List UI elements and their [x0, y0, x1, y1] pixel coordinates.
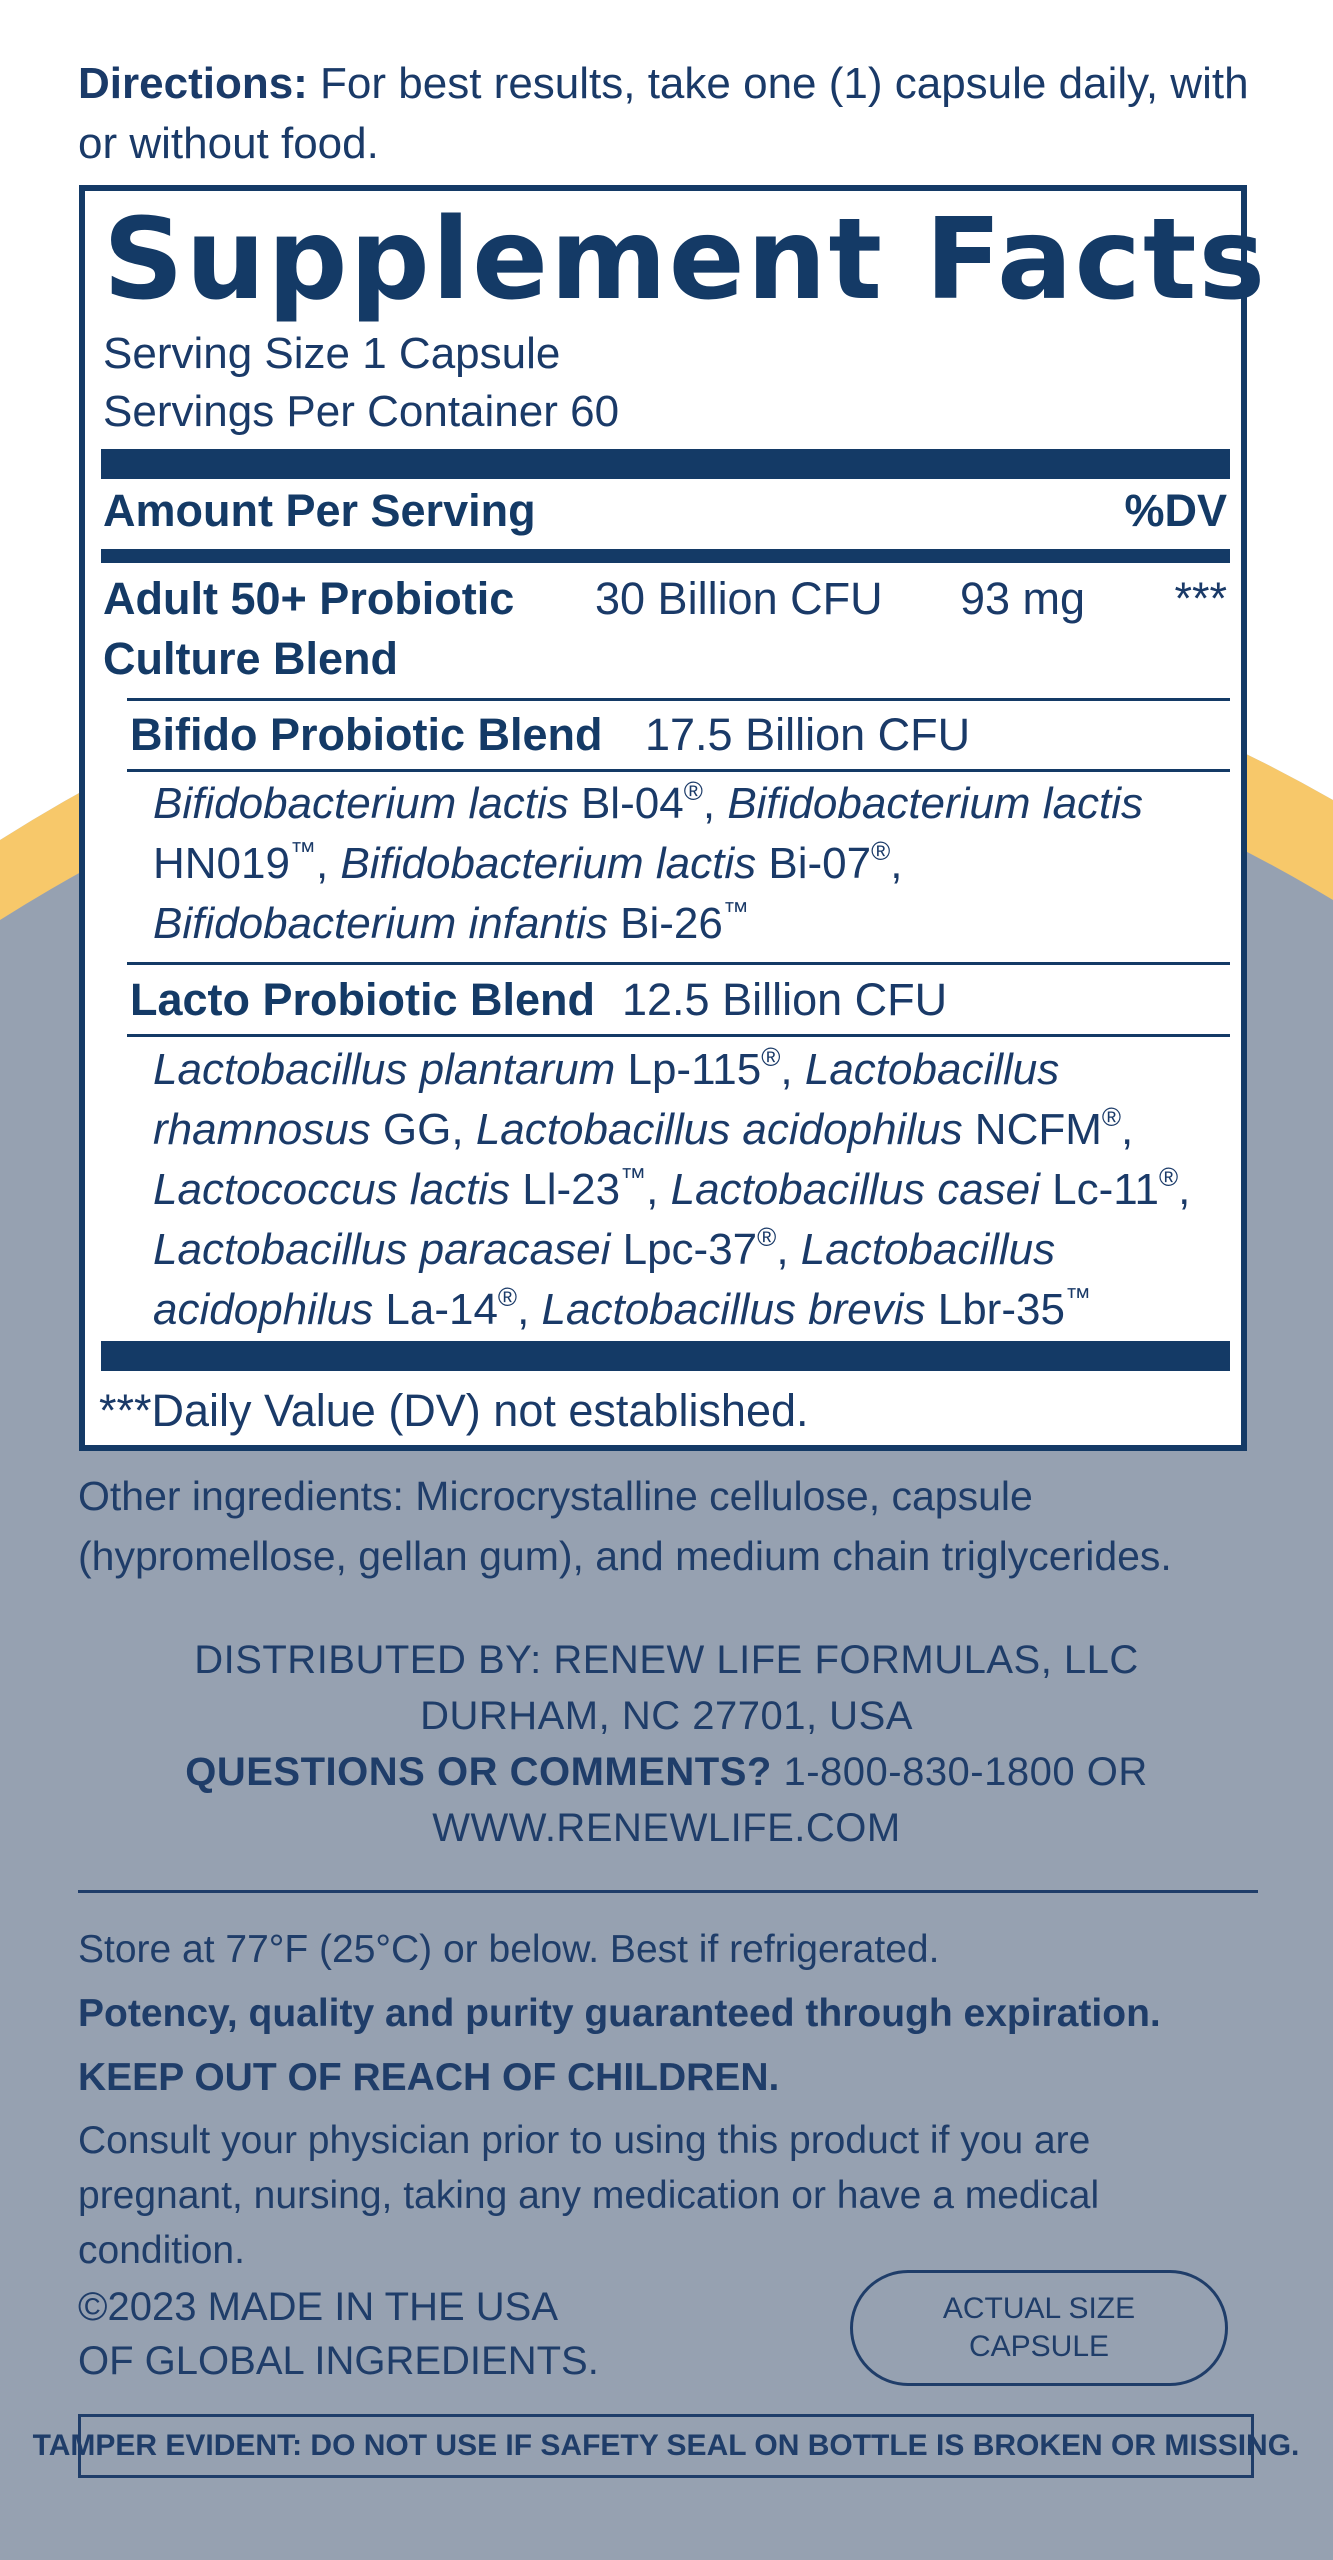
main-blend-mg: 93 mg	[960, 573, 1086, 624]
strain-code: Bi-07	[756, 839, 872, 888]
phone-number: 1-800-830-1800 OR	[771, 1750, 1148, 1794]
strain-code: NCFM	[962, 1105, 1102, 1154]
directions-label: Directions:	[78, 59, 308, 108]
strain-species: Bifidobacterium lactis	[340, 839, 757, 888]
strain-separator: ,	[890, 839, 903, 888]
strain-separator: ,	[315, 839, 341, 888]
trademark-mark: ®	[871, 836, 891, 866]
potency-text	[78, 1986, 1278, 2041]
potency-bold: Potency, quality and purity guaranteed through expiration.	[78, 1992, 1161, 2035]
supplement-facts-panel	[79, 185, 1268, 1451]
amount-per-serving-header: Amount Per Serving	[103, 485, 536, 536]
bifido-blend-cfu: 17.5 Billion CFU	[645, 709, 971, 760]
thick-divider	[101, 1341, 1230, 1371]
strain-separator: ,	[1121, 1105, 1134, 1154]
consult-text: Consult your physician prior to using this product if you are pregnant, nursing, taking any medication or have a medical condition.	[78, 2119, 1100, 2272]
strain-code: Ll-23	[510, 1165, 621, 1214]
strain-separator: ,	[646, 1165, 671, 1214]
rule	[127, 1034, 1230, 1037]
trademark-mark: ®	[497, 1282, 518, 1312]
strain-item	[153, 1222, 801, 1274]
strain-species: Lactobacillus casei	[670, 1165, 1040, 1214]
trademark-mark: ™	[1064, 1282, 1091, 1312]
strain-separator: ,	[517, 1285, 542, 1334]
strain-species: Lactobacillus rhamnosus	[153, 1045, 1060, 1154]
strain-separator: ,	[780, 1045, 805, 1094]
keep-out-text	[78, 2050, 1278, 2105]
strain-code: Bl-04	[568, 779, 684, 828]
bifido-strain-list	[153, 774, 1183, 954]
contact-line	[0, 1744, 1333, 1800]
distributor-line1: DISTRIBUTED BY: RENEW LIFE FORMULAS, LLC	[194, 1638, 1139, 1682]
strain-code: Lpc-37	[610, 1225, 758, 1274]
strain-code: Bi-26	[607, 899, 723, 948]
dv-footnote: ***Daily Value (DV) not established.	[99, 1385, 809, 1436]
strain-code: HN019	[153, 839, 290, 888]
strain-item	[153, 1042, 805, 1094]
trademark-mark: ™	[722, 896, 749, 926]
servings-per-container: Servings Per Container 60	[103, 387, 620, 436]
strain-species: Lactobacillus paracasei	[153, 1225, 611, 1274]
strain-separator: ,	[702, 779, 728, 828]
other-ingredients: Other ingredients: Microcrystalline cellulose, capsule (hypromellose, gellan gum), and medium chain triglycerides.	[78, 1473, 1172, 1579]
bifido-blend-name: Bifido Probiotic Blend	[130, 709, 603, 760]
lacto-blend-name: Lacto Probiotic Blend	[130, 974, 596, 1025]
strain-separator: ,	[1178, 1165, 1191, 1214]
serving-size: Serving Size 1 Capsule	[103, 329, 561, 378]
distributor-line2: DURHAM, NC 27701, USA	[420, 1694, 913, 1738]
strain-code: Lc-11	[1039, 1165, 1159, 1214]
strain-item	[340, 836, 903, 888]
main-blend-name-line2: Culture Blend	[103, 633, 399, 684]
strain-species: Lactobacillus acidophilus	[475, 1105, 963, 1154]
strain-species: Lactococcus lactis	[153, 1165, 511, 1214]
strain-species: Lactobacillus acidophilus	[153, 1225, 1056, 1334]
directions	[78, 54, 1258, 174]
strain-species: Bifidobacterium infantis	[153, 899, 608, 948]
strain-item	[153, 776, 728, 828]
rule	[127, 698, 1230, 701]
trademark-mark: ®	[761, 1042, 781, 1072]
medium-divider	[101, 549, 1230, 563]
strain-item	[153, 896, 749, 948]
strain-item	[541, 1282, 1091, 1334]
strain-item	[670, 1162, 1191, 1214]
strain-code: Lp-115	[615, 1045, 762, 1094]
strain-item	[153, 1162, 671, 1214]
trademark-mark: ™	[620, 1162, 647, 1192]
strain-code: Lbr-35	[925, 1285, 1065, 1334]
trademark-mark: ®	[1101, 1102, 1122, 1132]
website: WWW.RENEWLIFE.COM	[432, 1806, 901, 1850]
strain-species: Lactobacillus plantarum	[153, 1045, 616, 1094]
trademark-mark: ™	[289, 836, 316, 866]
main-blend-dv: ***	[1174, 573, 1227, 624]
dv-header: %DV	[1124, 485, 1227, 536]
strain-species: Lactobacillus brevis	[541, 1285, 926, 1334]
strain-separator: ,	[776, 1225, 801, 1274]
strain-species: Bifidobacterium lactis	[727, 779, 1144, 828]
tamper-evident-notice: TAMPER EVIDENT: DO NOT USE IF SAFETY SEAL ON BOTTLE IS BROKEN OR MISSING.	[78, 2414, 1254, 2478]
storage-text: Store at 77°F (25°C) or below. Best if refrigerated.	[78, 1928, 940, 1971]
rule	[127, 962, 1230, 965]
capsule-label-line2: CAPSULE	[968, 2330, 1110, 2363]
directions-text: For best results, take one (1) capsule daily, with or without food.	[78, 59, 1249, 168]
main-blend-name-line1: Adult 50+ Probiotic	[103, 573, 515, 624]
strain-code: GG	[370, 1105, 452, 1154]
copyright-line1: ©2023 MADE IN THE USA	[78, 2285, 558, 2329]
keep-out-bold: KEEP OUT OF REACH OF CHILDREN.	[78, 2056, 780, 2099]
thick-divider	[101, 449, 1230, 479]
trademark-mark: ®	[757, 1222, 777, 1252]
lacto-strain-list	[153, 1040, 1223, 1340]
lacto-blend-cfu: 12.5 Billion CFU	[622, 974, 948, 1025]
facts-title: Supplement Facts	[103, 195, 1268, 325]
section-divider	[78, 1890, 1258, 1893]
strain-separator: ,	[451, 1105, 476, 1154]
rule	[127, 769, 1230, 772]
copyright-line2: OF GLOBAL INGREDIENTS.	[78, 2339, 599, 2383]
questions-label: QUESTIONS OR COMMENTS?	[185, 1750, 772, 1794]
main-blend-cfu: 30 Billion CFU	[595, 573, 883, 624]
capsule-label-line1: ACTUAL SIZE	[942, 2292, 1136, 2325]
actual-size-capsule	[850, 2270, 1228, 2386]
strain-item	[475, 1102, 1134, 1154]
strain-code: La-14	[373, 1285, 498, 1334]
strain-species: Bifidobacterium lactis	[153, 779, 569, 828]
trademark-mark: ®	[1158, 1162, 1179, 1192]
trademark-mark: ®	[683, 776, 703, 806]
